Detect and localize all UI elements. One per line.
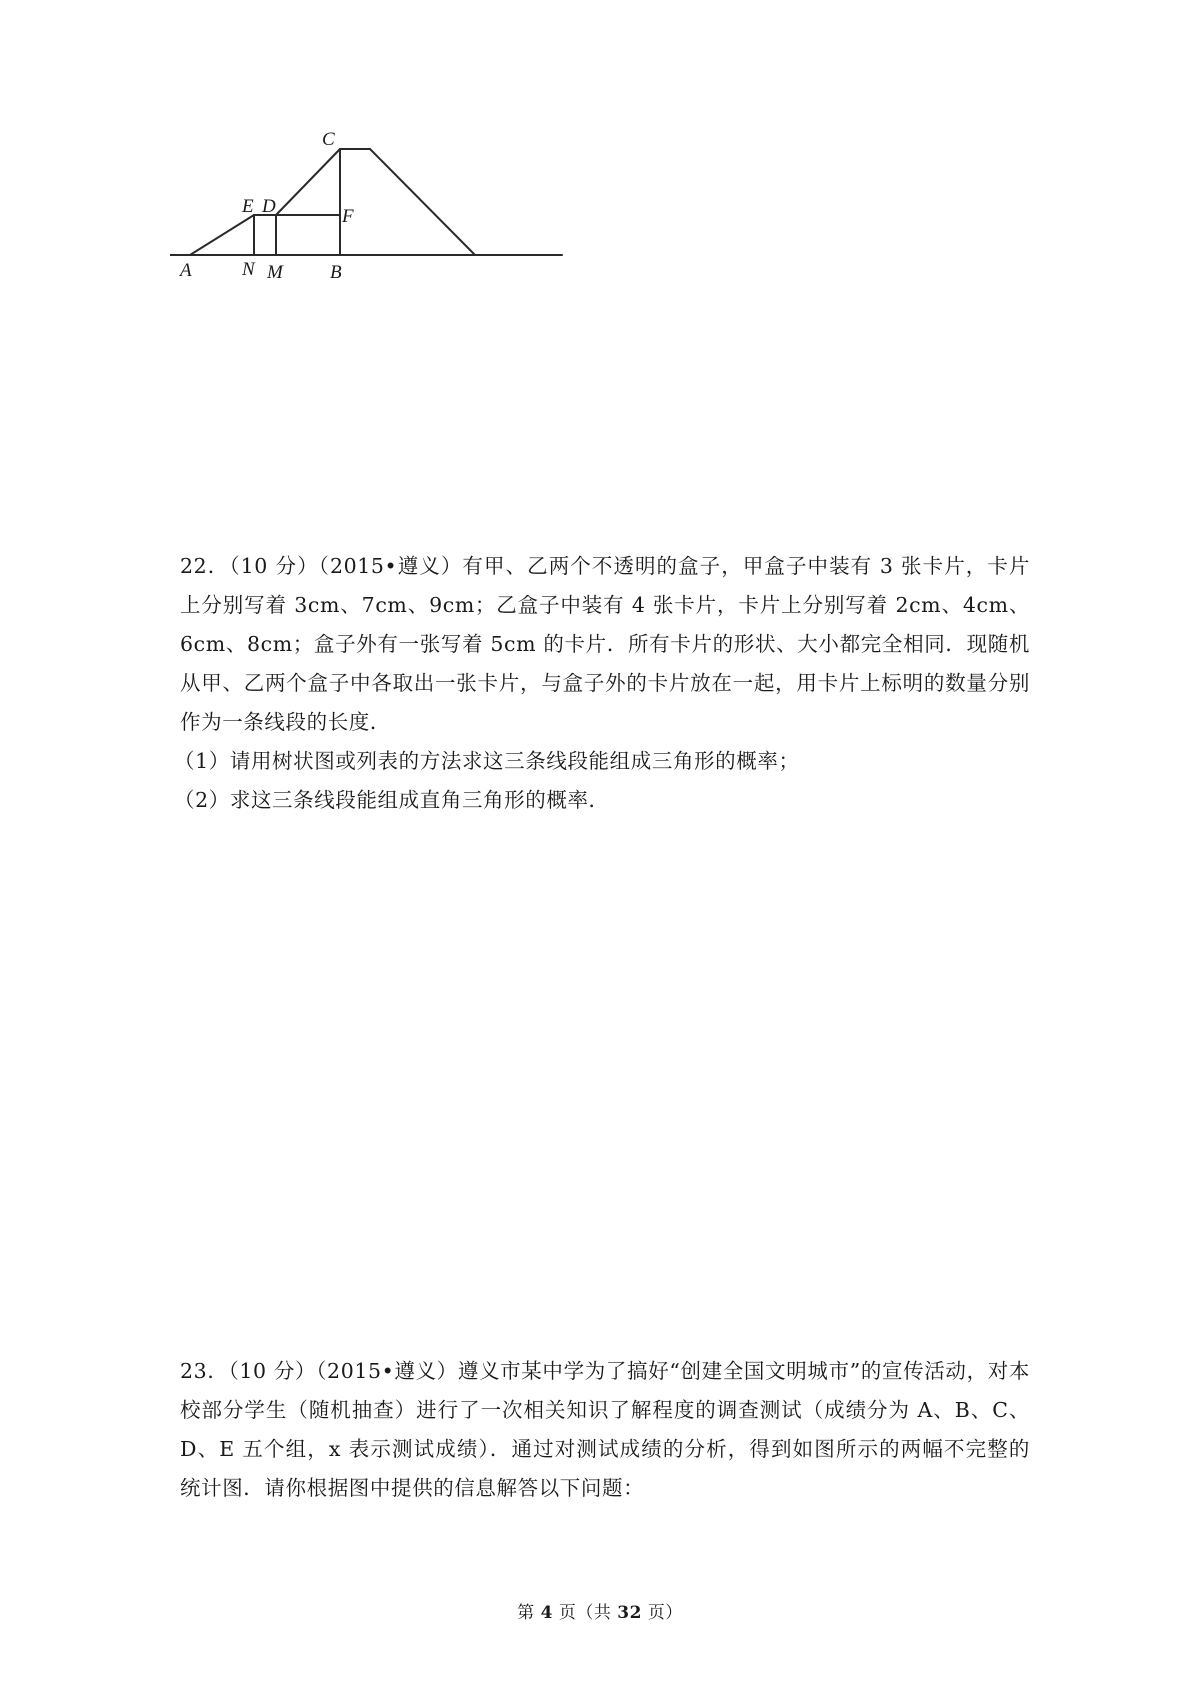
footer-page-number: 4: [540, 1603, 553, 1623]
question-22: [174, 547, 1030, 820]
geometry-figure: [170, 125, 570, 315]
segment-ae: [190, 215, 254, 255]
label-n: N: [242, 259, 255, 280]
footer-suffix: 页）: [647, 1603, 683, 1623]
question-23: [180, 1352, 1030, 1508]
label-f: F: [342, 206, 354, 227]
label-d: D: [262, 196, 276, 217]
question-22-part-2: （2）求这三条线段能组成直角三角形的概率．: [174, 788, 610, 812]
footer-total-pages: 32: [617, 1603, 642, 1623]
footer-prefix: 第: [517, 1603, 535, 1623]
segment-dc: [276, 149, 340, 215]
question-22-part-1: （1）请用树状图或列表的方法求这三条线段能组成三角形的概率；: [174, 749, 800, 773]
dam-cross-section-diagram: [170, 125, 570, 315]
footer-middle: 页（共: [558, 1603, 612, 1623]
label-m: M: [267, 262, 283, 283]
label-b: B: [330, 262, 342, 283]
question-22-stem: 22．（10 分）（2015•遵义）有甲、乙两个不透明的盒子，甲盒子中装有 3 张卡片，卡片上分别写着 3cm、7cm、9cm；乙盒子中装有 4 张卡片，卡片上分别写着 2cm、4cm、6cm、8cm；盒子外有一张写着 5cm 的卡片．所有卡片的形状、大小都完全相同．现随机从甲、乙两个盒子中各取出一张卡片，与盒子外的卡片放在一起，用卡片上标明的数量分别作为一条线段的长度．: [180, 554, 1030, 734]
label-a: A: [180, 260, 192, 281]
label-c: C: [322, 129, 335, 150]
right-slope: [370, 149, 475, 255]
label-e: E: [242, 196, 254, 217]
question-23-stem: 23．（10 分）（2015•遵义）遵义市某中学为了搞好“创建全国文明城市”的宣传活动，对本校部分学生（随机抽查）进行了一次相关知识了解程度的调查测试（成绩分为 A、B、C、D、E 五个组，x 表示测试成绩）．通过对测试成绩的分析，得到如图所示的两幅不完整的统计图．请你根据图中提供的信息解答以下问题：: [180, 1359, 1030, 1500]
page-footer: [0, 1598, 1200, 1623]
